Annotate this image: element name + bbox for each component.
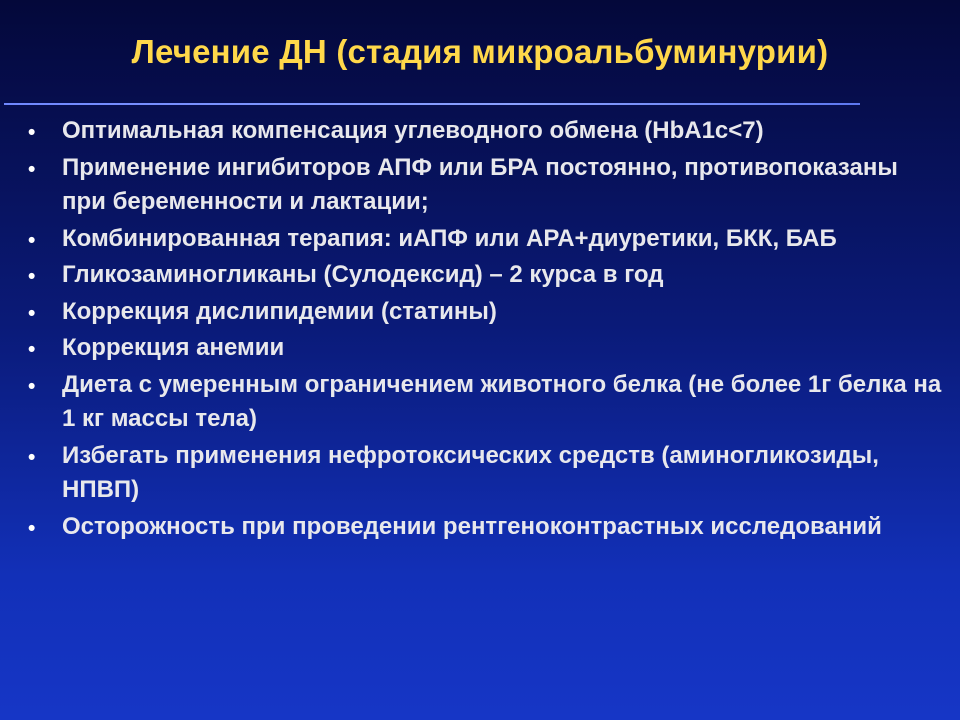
bullet-icon: • [28,374,36,398]
bullet-icon: • [28,301,36,325]
bullet-item [28,510,948,545]
bullet-text: Осторожность при проведении рентгеноконтрастных исследований [62,512,882,540]
bullet-item [28,151,948,220]
bullet-text: Комбинированная терапия: иАПФ или АРА+диуретики, БКК, БАБ [62,224,837,252]
bullet-text: Диета с умеренным ограничением животного белка (не более 1г белка на 1 кг массы тела) [62,370,942,432]
bullet-icon: • [28,228,36,252]
bullet-item [28,331,948,366]
bullet-item [28,222,948,257]
bullet-text: Коррекция дислипидемии (статины) [62,297,497,325]
bullet-item [28,114,948,149]
bullet-icon: • [28,516,36,540]
bullet-text: Гликозаминогликаны (Сулодексид) – 2 курса в год [62,261,664,288]
bullet-text: Применение ингибиторов АПФ или БРА постоянно, противопоказаны при беременности и лактации; [62,153,898,215]
bullet-item [28,295,948,330]
bullet-list [28,114,948,546]
bullet-text: Избегать применения нефротоксических средств (аминогликозиды, НПВП) [62,441,879,503]
slide-title: Лечение ДН (стадия микроальбуминурии) [131,33,829,70]
bullet-item [28,439,948,508]
bullet-text: Оптимальная компенсация углеводного обмена (HbA1c<7) [62,117,764,144]
bullet-icon: • [28,445,36,469]
bullet-icon: • [28,265,36,288]
title-divider [4,103,860,105]
bullet-icon: • [28,121,36,144]
bullet-icon: • [28,157,36,181]
bullet-item [28,258,948,293]
bullet-text: Коррекция анемии [62,334,285,361]
bullet-icon: • [28,338,36,361]
bullet-item [28,368,948,437]
